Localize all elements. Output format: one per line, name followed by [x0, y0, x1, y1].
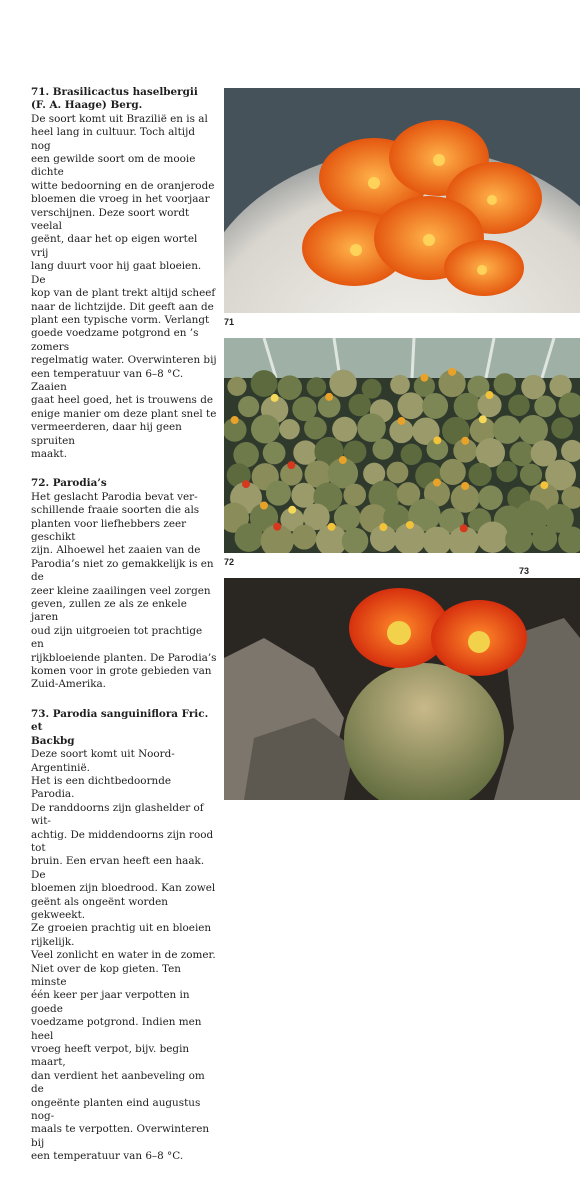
entry-73-body-line: vroeg heeft verpot, bijv. begin maart,: [31, 1043, 190, 1069]
entry-72-body-line: Zuid-Amerika.: [31, 678, 106, 691]
entry-72-body-line: Parodia’s niet zo gemakkelijk is en de: [31, 557, 214, 584]
photo-72-parodias: [224, 338, 580, 553]
entry-73-title-line-1: 73. Parodia sanguiniflora Fric. et: [31, 707, 209, 734]
entry-71-body-line: heel lang in cultuur. Toch altijd nog: [31, 126, 196, 152]
entry-71-title-line-1: 71. Brasilicactus haselbergii: [31, 86, 198, 98]
caption-73: 73: [519, 566, 530, 576]
entry-73-body-line: De randdoorns zijn glashelder of wit-: [31, 801, 204, 828]
entry-71: [31, 86, 217, 461]
entry-73-body-line: geënt als ongeënt worden gekweekt.: [31, 895, 168, 921]
entry-72-body: [31, 491, 217, 692]
entry-71-body-line: regelmatig water. Overwinteren bij: [31, 354, 217, 367]
entry-73-body-line: maals te verpotten. Overwinteren bij: [31, 1123, 210, 1149]
entry-71-body-line: een temperatuur van 6–8 °C. Zaaien: [31, 367, 184, 393]
entry-73-body-line: een temperatuur van 6–8 °C.: [31, 1150, 184, 1163]
entry-73: [31, 708, 217, 1164]
entry-72-body-line: zijn. Alhoewel het zaaien van de: [31, 544, 201, 557]
entry-73-body-line: achtig. De middendoorns zijn rood tot: [31, 828, 214, 854]
entry-71-body-line: maakt.: [31, 447, 68, 460]
entry-71-body-line: goede voedzame potgrond en ’s zomers: [31, 327, 199, 353]
entry-73-body-line: bruin. Een ervan heeft een haak. De: [31, 855, 205, 881]
caption-72: 72: [224, 557, 235, 567]
entry-71-body-line: vermeerderen, daar hij geen spruiten: [31, 421, 182, 447]
entry-73-body-line: Niet over de kop gieten. Ten minste: [31, 962, 181, 988]
text-column: [31, 86, 217, 1180]
caption-71: 71: [224, 317, 235, 327]
entry-73-body-line: Deze soort komt uit Noord-Argentinië.: [31, 748, 175, 774]
entry-71-body-line: verschijnen. Deze soort wordt veelal: [31, 206, 190, 233]
entry-72: [31, 477, 217, 692]
photo-73-parodia-sanguiniflora: [224, 578, 580, 800]
entry-71-title: [31, 86, 217, 113]
entry-72-body-line: schillende fraaie soorten die als: [31, 504, 200, 517]
entry-72-body-line: oud zijn uitgroeien tot prachtige en: [31, 624, 203, 651]
entry-71-body-line: witte bedoorning en de oranjerode: [31, 179, 215, 192]
entry-71-body-line: enige manier om deze plant snel te: [31, 407, 217, 420]
entry-73-body-line: rijkelijk.: [31, 935, 75, 948]
entry-73-title: [31, 708, 217, 748]
entry-72-body-line: zeer kleine zaailingen veel zorgen: [31, 584, 211, 597]
entry-72-body-line: geven, zullen ze als ze enkele jaren: [31, 598, 187, 624]
entry-71-body-line: plant een typische vorm. Verlangt: [31, 313, 210, 326]
entry-73-title-line-2: Backbg: [31, 734, 75, 747]
entry-73-body-line: voedzame potgrond. Indien men heel: [31, 1016, 202, 1042]
entry-72-body-line: Het geslacht Parodia bevat ver-: [31, 490, 198, 503]
entry-71-body-line: gaat heel goed, het is trouwens de: [31, 394, 213, 407]
entry-72-title: [31, 477, 217, 490]
photo-71-brasilicactus: [224, 88, 580, 313]
entry-73-body: [31, 748, 217, 1164]
entry-73-body-line: bloemen zijn bloedrood. Kan zowel: [31, 882, 216, 895]
entry-71-body-line: De soort komt uit Brazilië en is al: [31, 112, 208, 125]
entry-71-title-line-2: (F. A. Haage) Berg.: [31, 99, 143, 112]
entry-73-body-line: Het is een dichtbedoornde Parodia.: [31, 774, 172, 801]
entry-73-body-line: Veel zonlicht en water in de zomer.: [31, 949, 216, 962]
entry-73-body-line: ongeënte planten eind augustus nog-: [31, 1096, 201, 1123]
entry-71-body-line: geënt, daar het op eigen wortel vrij: [31, 233, 198, 259]
entry-72-body-line: komen voor in grote gebieden van: [31, 665, 212, 678]
entry-73-body-line: één keer per jaar verpotten in goede: [31, 989, 190, 1015]
entry-72-title-line-1: 72. Parodia’s: [31, 477, 107, 490]
entry-72-body-line: planten voor liefhebbers zeer geschikt: [31, 517, 187, 543]
entry-73-body-line: Ze groeien prachtig uit en bloeien: [31, 922, 212, 935]
entry-71-body-line: lang duurt voor hij gaat bloeien. De: [31, 260, 202, 286]
entry-73-body-line: dan verdient het aanbeveling om de: [31, 1069, 205, 1096]
entry-71-body: [31, 113, 217, 462]
entry-71-body-line: een gewilde soort om de mooie dichte: [31, 153, 196, 179]
entry-71-body-line: kop van de plant trekt altijd scheef: [31, 287, 216, 300]
entry-71-body-line: bloemen die vroeg in het voorjaar: [31, 193, 210, 206]
entry-71-body-line: naar de lichtzijde. Dit geeft aan de: [31, 300, 214, 313]
entry-72-body-line: rijkbloeiende planten. De Parodia’s: [31, 651, 217, 664]
